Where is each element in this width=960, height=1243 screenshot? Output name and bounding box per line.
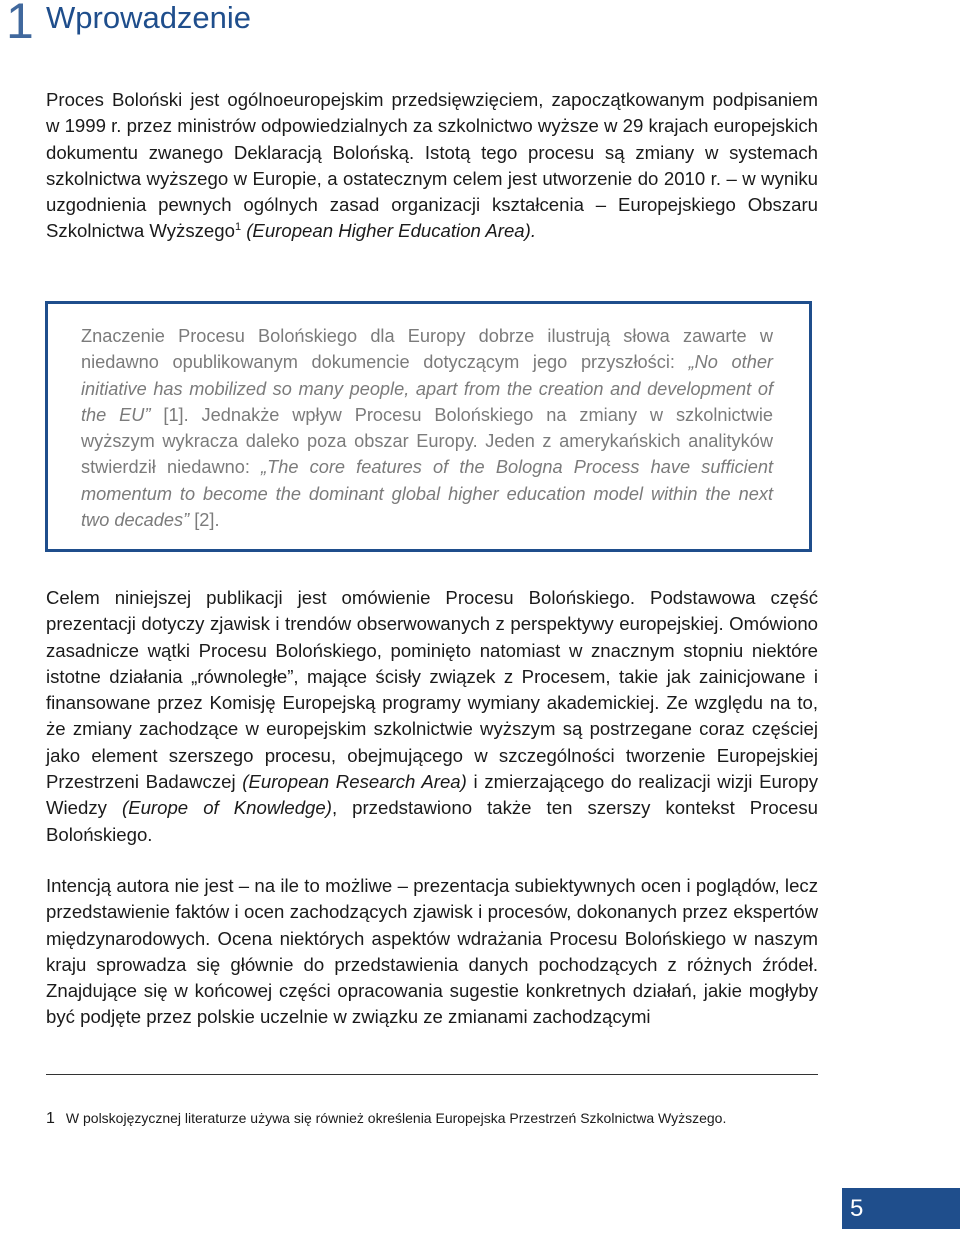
purpose-text-1: Celem niniejszej publikacji jest omówienie Procesu Bolońskiego. Podstawowa część prezentacji dotyczy zjawisk i trendów obserwowanych z perspektywy europejskiej. Omówiono zasadnicze wątki Procesu Bolońskiego, pominięto natomiast w znacznym stopniu niektóre istotne działania „równoległe”, mające ścisły związek z Procesem, takie jak zainicjowane i finansowane przez Komisję Europejską programy wymiany akademickiej. Ze względu na to, że zmiany zachodzące w europejskim szkolnictwie wyższym są postrzegane coraz częściej jako element szerszego procesu, obejmującego w szczególności tworzenie Europejskiej Przestrzeni Badawczej (46, 587, 818, 793)
footnote-ref: 1 (234, 221, 242, 234)
footnote-divider (46, 1074, 818, 1075)
intro-italic: (European Higher Education Area). (246, 220, 536, 242)
intro-paragraph (46, 87, 818, 245)
quote-text-2: [1]. Jednakże wpływ Procesu Bolońskiego na zmiany w szkolnictwie wyższym wykracza daleko poza obszar Europy. Jeden z amerykańskich analityków stwierdził niedawno: (81, 404, 773, 478)
intention-paragraph: Intencją autora nie jest – na ile to możliwe – prezentacja subiektywnych ocen i poglądów, lecz przedstawienie faktów i ocen zachodzących zjawisk i procesów, dokonanych przez ekspertów międzynarodowych. Ocena niektórych aspektów wdrażania Procesu Bolońskiego w naszym kraju sprowadza się głównie do przedstawienia danych pochodzących z różnych źródeł. Znajdujące się w końcowej części opracowania sugestie konkretnych działań, jakie mogłyby być podjęte przez polskie uczelnie w związku ze zmianami zachodzącymi (46, 875, 818, 1028)
purpose-italic-1: (European Research Area) (242, 771, 467, 793)
purpose-italic-2: (Europe of Knowledge) (122, 797, 332, 819)
chapter-title: Wprowadzenie (46, 0, 252, 35)
quote-text-1: Znaczenie Procesu Bolońskiego dla Europy dobrze ilustrują słowa zawarte w niedawno opublikowanym dokumencie dotyczącym jego przyszłości: (81, 326, 773, 373)
quote-italic-1: „No other initiative has mobilized so many people, apart from the creation and development of the EU” (81, 352, 773, 425)
quote-text-3: [2]. (189, 510, 220, 531)
footnote-text: W polskojęzycznej literaturze używa się również określenia Europejska Przestrzeń Szkolnictwa Wyższego. (65, 1110, 727, 1126)
purpose-text-2: i zmierzającego do realizacji wizji Europy Wiedzy (46, 771, 818, 819)
quote-italic-2: „The core features of the Bologna Process have sufficient momentum to become the dominant global higher education model within the next two decades” (81, 457, 773, 531)
intro-text: Proces Boloński jest ogólnoeuropejskim przedsięwzięciem, zapoczątkowanym podpisaniem w 1999 r. przez ministrów odpowiedzialnych za szkolnictwo wyższe w 29 krajach europejskich dokumentu zwanego Deklaracją Bolońską. Istotą tego procesu są zmiany w systemach szkolnictwa wyższego w Europie, a ostatecznym celem jest utworzenie do 2010 r. – w wyniku uzgodnienia pewnych ogólnych zasad organizacji kształcenia – Europejskiego Obszaru Szkolnictwa Wyższego (46, 89, 818, 242)
page-number: 5 (842, 1188, 960, 1229)
chapter-number-text: 1 (6, 0, 34, 49)
footnote-number: 1 (46, 1110, 55, 1127)
quote-box-text (81, 323, 773, 533)
footnote (46, 1108, 818, 1129)
purpose-paragraph (46, 585, 818, 848)
purpose-text-3: , przedstawiono także ten szerszy kontekst Procesu Bolońskiego. (46, 797, 818, 845)
